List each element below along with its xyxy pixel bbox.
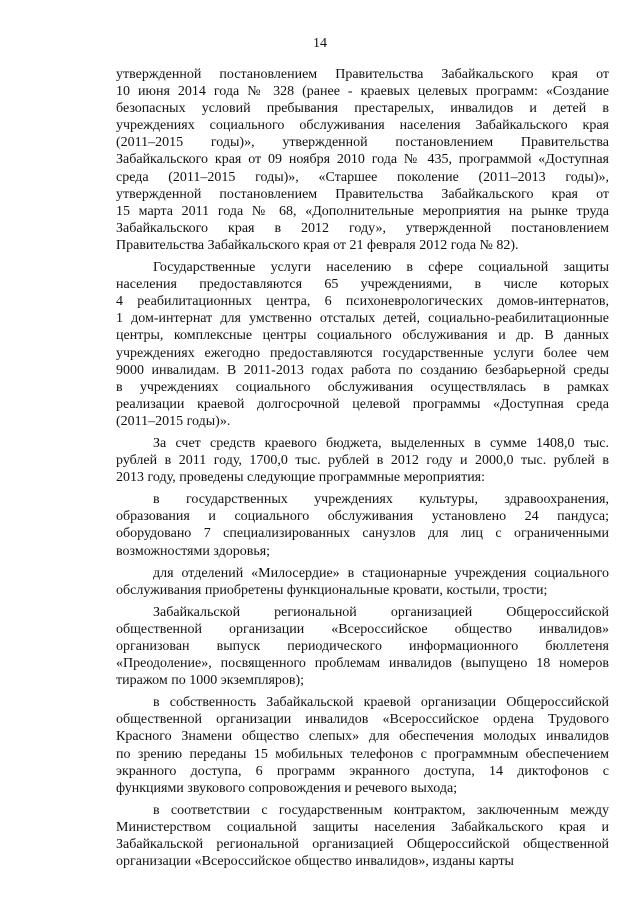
text-line: реализации краевой долгосрочной целевой программы «Доступная среда	[116, 396, 609, 412]
paragraph	[116, 565, 609, 599]
text-line: 10 июня 2014 года № 328 (ранее - краевых целевых программ: «Создание	[116, 84, 609, 100]
text-line: Забайкальской региональной организацией Общероссийской общественной	[116, 837, 609, 853]
text-line: 1 дом-интернат для умственно отсталых детей, социально-реабилитационные	[116, 311, 609, 327]
text-line: общественной организации инвалидов «Всероссийское ордена Трудового	[116, 712, 609, 728]
paragraph	[116, 604, 609, 689]
text-line: Забайкальского края в 2012 году», утвержденной постановлением	[116, 220, 609, 236]
text-line: утвержденной постановлением Правительства Забайкальского края от	[116, 186, 609, 202]
text-line: образования и социального обслуживания установлено 24 пандуса;	[116, 509, 609, 525]
text-line: тиражом по 1000 экземпляров);	[116, 673, 305, 689]
text-line: функциями звукового сопровождения и речевого выхода;	[116, 780, 458, 796]
text-line: учреждениях ежегодно предоставляются государственные услуги более чем	[116, 345, 609, 361]
text-line: по зрению переданы 15 мобильных телефонов с программным обеспечением	[116, 746, 609, 762]
text-line: в соответствии с государственным контрактом, заключенным между	[153, 802, 609, 818]
paragraph	[116, 802, 609, 870]
text-line: За счет средств краевого бюджета, выделенных в сумме 1408,0 тыс.	[153, 435, 609, 451]
text-line: Министерством социальной защиты населения Забайкальского края и	[116, 819, 609, 835]
text-line: «Преодоление», посвященного проблемам инвалидов (выпущено 18 номеров	[116, 656, 609, 672]
text-line: (2011–2015 годы)».	[116, 413, 231, 429]
text-line: Красного Знамени общество слепых» для обеспечения молодых инвалидов	[116, 729, 609, 745]
text-line: рублей в 2011 году, 1700,0 тыс. рублей в 2012 году и 2000,0 тыс. рублей в	[116, 453, 609, 469]
text-line: Государственные услуги населению в сфере социальной защиты	[153, 260, 609, 276]
text-line: населения предоставляются 65 учреждениями, в числе которых	[116, 277, 609, 293]
text-line: 9000 инвалидам. В 2011-2013 годах работа по созданию безбарьерной среды	[116, 362, 609, 378]
text-line: центры, комплексные центры социального обслуживания и др. В данных	[116, 328, 609, 344]
text-line: для отделений «Милосердие» в стационарные учреждения социального	[153, 565, 609, 581]
text-line: Забайкальского края от 09 ноября 2010 года № 435, программой «Доступная	[116, 152, 609, 168]
text-line: в учреждениях социального обслуживания осуществлялась в рамках	[116, 379, 609, 395]
text-line: 15 марта 2011 года № 68, «Дополнительные мероприятия на рынке труда	[116, 203, 609, 219]
text-line: обслуживания приобретены функциональные кровати, костыли, трости;	[116, 582, 548, 598]
text-line: в государственных учреждениях культуры, здравоохранения,	[153, 492, 609, 508]
text-line: Правительства Забайкальского края от 21 февраля 2012 года № 82).	[116, 237, 519, 253]
text-line: оборудовано 7 специализированных санузлов для лиц с ограниченными	[116, 526, 609, 542]
text-line: учреждениях социального обслуживания населения Забайкальского края	[116, 118, 609, 134]
text-line: (2011–2015 годы)», утвержденной постановлением Правительства	[116, 135, 609, 151]
text-line: организации «Всероссийское общество инвалидов», изданы карты	[116, 854, 514, 870]
text-line: 4 реабилитационных центра, 6 психоневрологических домов-интернатов,	[116, 294, 609, 310]
paragraph	[116, 491, 609, 559]
text-line: общественной организации «Всероссийское общество инвалидов»	[116, 621, 609, 637]
text-line: в собственность Забайкальской краевой организации Общероссийской	[153, 695, 609, 711]
paragraph	[116, 259, 609, 430]
document-body	[116, 66, 609, 875]
paragraph	[116, 66, 609, 254]
text-line: безопасных условий пребывания престарелых, инвалидов и детей в	[116, 101, 609, 117]
paragraph	[116, 435, 609, 486]
paragraph	[116, 694, 609, 797]
text-line: организован выпуск периодического информационного бюллетеня	[116, 639, 609, 654]
text-line: Забайкальской региональной организацией Общероссийской	[153, 604, 609, 620]
text-line: 2013 году, проведены следующие программные мероприятия:	[116, 470, 486, 486]
text-line: утвержденной постановлением Правительства Забайкальского края от	[116, 67, 609, 82]
text-line: экранного доступа, 6 программ экранного доступа, 14 диктофонов с	[116, 763, 609, 779]
page-number: 14	[313, 36, 327, 51]
text-line: возможностями здоровья;	[116, 543, 271, 559]
text-line: среда (2011–2015 годы)», «Старшее поколение (2011–2013 годы)»,	[116, 169, 609, 185]
